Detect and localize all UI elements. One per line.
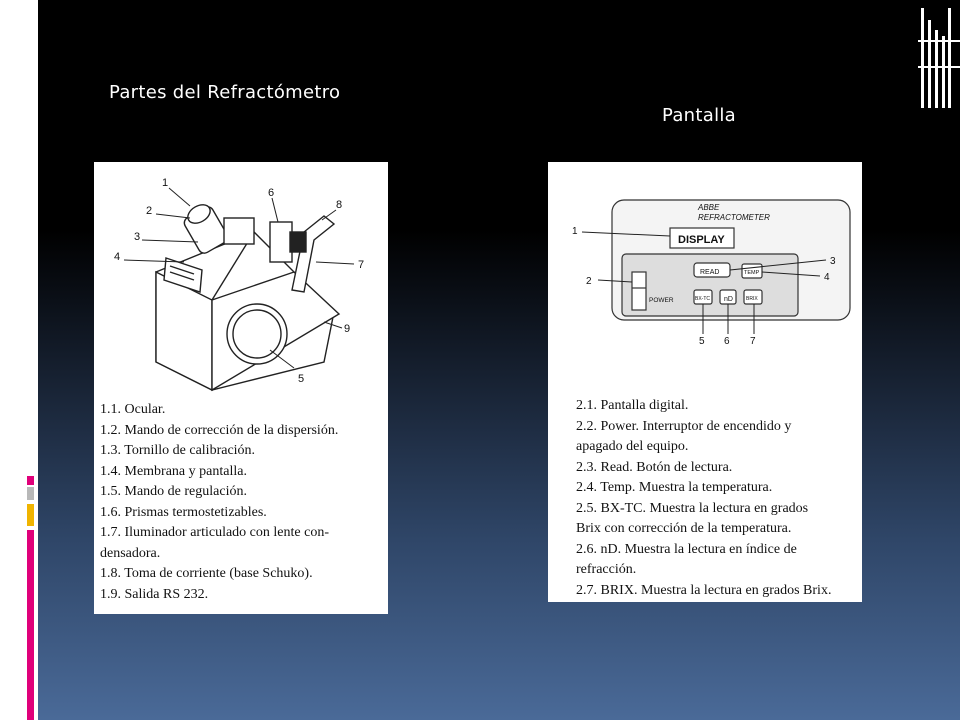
list-item: 2.2. Power. Interruptor de encendido y: [576, 418, 792, 434]
list-item: 1.1. Ocular.: [100, 402, 166, 417]
list-item: apagado del equipo.: [576, 439, 689, 454]
corner-lines-icon: [918, 0, 960, 110]
display-callout-1: 1: [572, 226, 578, 237]
nd-label: nD: [724, 296, 733, 303]
right-title: Pantalla: [662, 105, 737, 126]
callout-1: 1: [162, 177, 169, 189]
list-item: 1.4. Membrana y pantalla.: [100, 463, 247, 479]
left-title: Partes del Refractómetro: [109, 82, 341, 103]
corner-decoration: [918, 0, 960, 110]
list-item: 1.8. Toma de corriente (base Schuko).: [100, 566, 313, 581]
list-item: 2.3. Read. Botón de lectura.: [576, 459, 733, 475]
callout-5: 5: [298, 373, 305, 385]
side-accent-pink-long: [27, 530, 34, 720]
list-item: 1.3. Tornillo de calibración.: [100, 443, 256, 458]
display-panel: [548, 162, 862, 602]
list-item: densadora.: [100, 545, 161, 561]
callout-7: 7: [358, 259, 365, 271]
list-item: 2.6. nD. Muestra la lectura en índice de: [576, 541, 797, 557]
list-item: 1.5. Mando de regulación.: [100, 484, 247, 499]
display-parts-list: [576, 396, 831, 601]
bxtc-label: BX-TC: [695, 296, 710, 302]
temp-label: TEMP: [744, 270, 760, 276]
list-item: 1.6. Prismas termostetizables.: [100, 504, 267, 520]
list-item: 1.2. Mando de corrección de la dispersión.: [100, 422, 339, 438]
display-callout-5: 5: [699, 336, 705, 347]
read-label: READ: [700, 269, 720, 276]
list-item: 1.9. Salida RS 232.: [100, 586, 209, 602]
display-drawing: [548, 162, 862, 362]
brix-label: BRIX: [746, 296, 758, 302]
callout-8: 8: [336, 199, 343, 211]
display-label: DISPLAY: [678, 234, 725, 246]
callout-6: 6: [268, 187, 275, 199]
brand-line1: ABBE: [698, 203, 720, 212]
display-callout-4: 4: [824, 272, 830, 283]
list-item: 2.4. Temp. Muestra la temperatura.: [576, 480, 773, 495]
callout-2: 2: [146, 205, 153, 217]
list-item: 2.5. BX-TC. Muestra la lectura en grados: [576, 500, 809, 516]
callout-9: 9: [344, 323, 351, 335]
side-accent-pink: [27, 476, 34, 485]
callout-3: 3: [134, 231, 141, 243]
list-item: Brix con corrección de la temperatura.: [576, 521, 792, 536]
list-item: 1.7. Iluminador articulado con lente con-: [100, 525, 329, 540]
refractometer-parts-list: [100, 400, 338, 605]
callout-4: 4: [114, 251, 121, 263]
side-accent-yellow: [27, 504, 34, 526]
display-callout-7: 7: [750, 336, 756, 347]
display-callout-6: 6: [724, 336, 730, 347]
side-accent-gray: [27, 487, 34, 500]
display-callout-3: 3: [830, 256, 836, 267]
power-label: POWER: [649, 297, 674, 304]
list-item: refracción.: [576, 562, 637, 577]
list-item: 2.1. Pantalla digital.: [576, 398, 689, 413]
display-callout-2: 2: [586, 276, 592, 287]
refractometer-panel: [94, 162, 388, 614]
slide: [38, 0, 960, 720]
list-item: 2.7. BRIX. Muestra la lectura en grados Brix.: [576, 582, 832, 598]
brand-line2: REFRACTOMETER: [698, 213, 770, 222]
refractometer-drawing: [94, 162, 388, 397]
